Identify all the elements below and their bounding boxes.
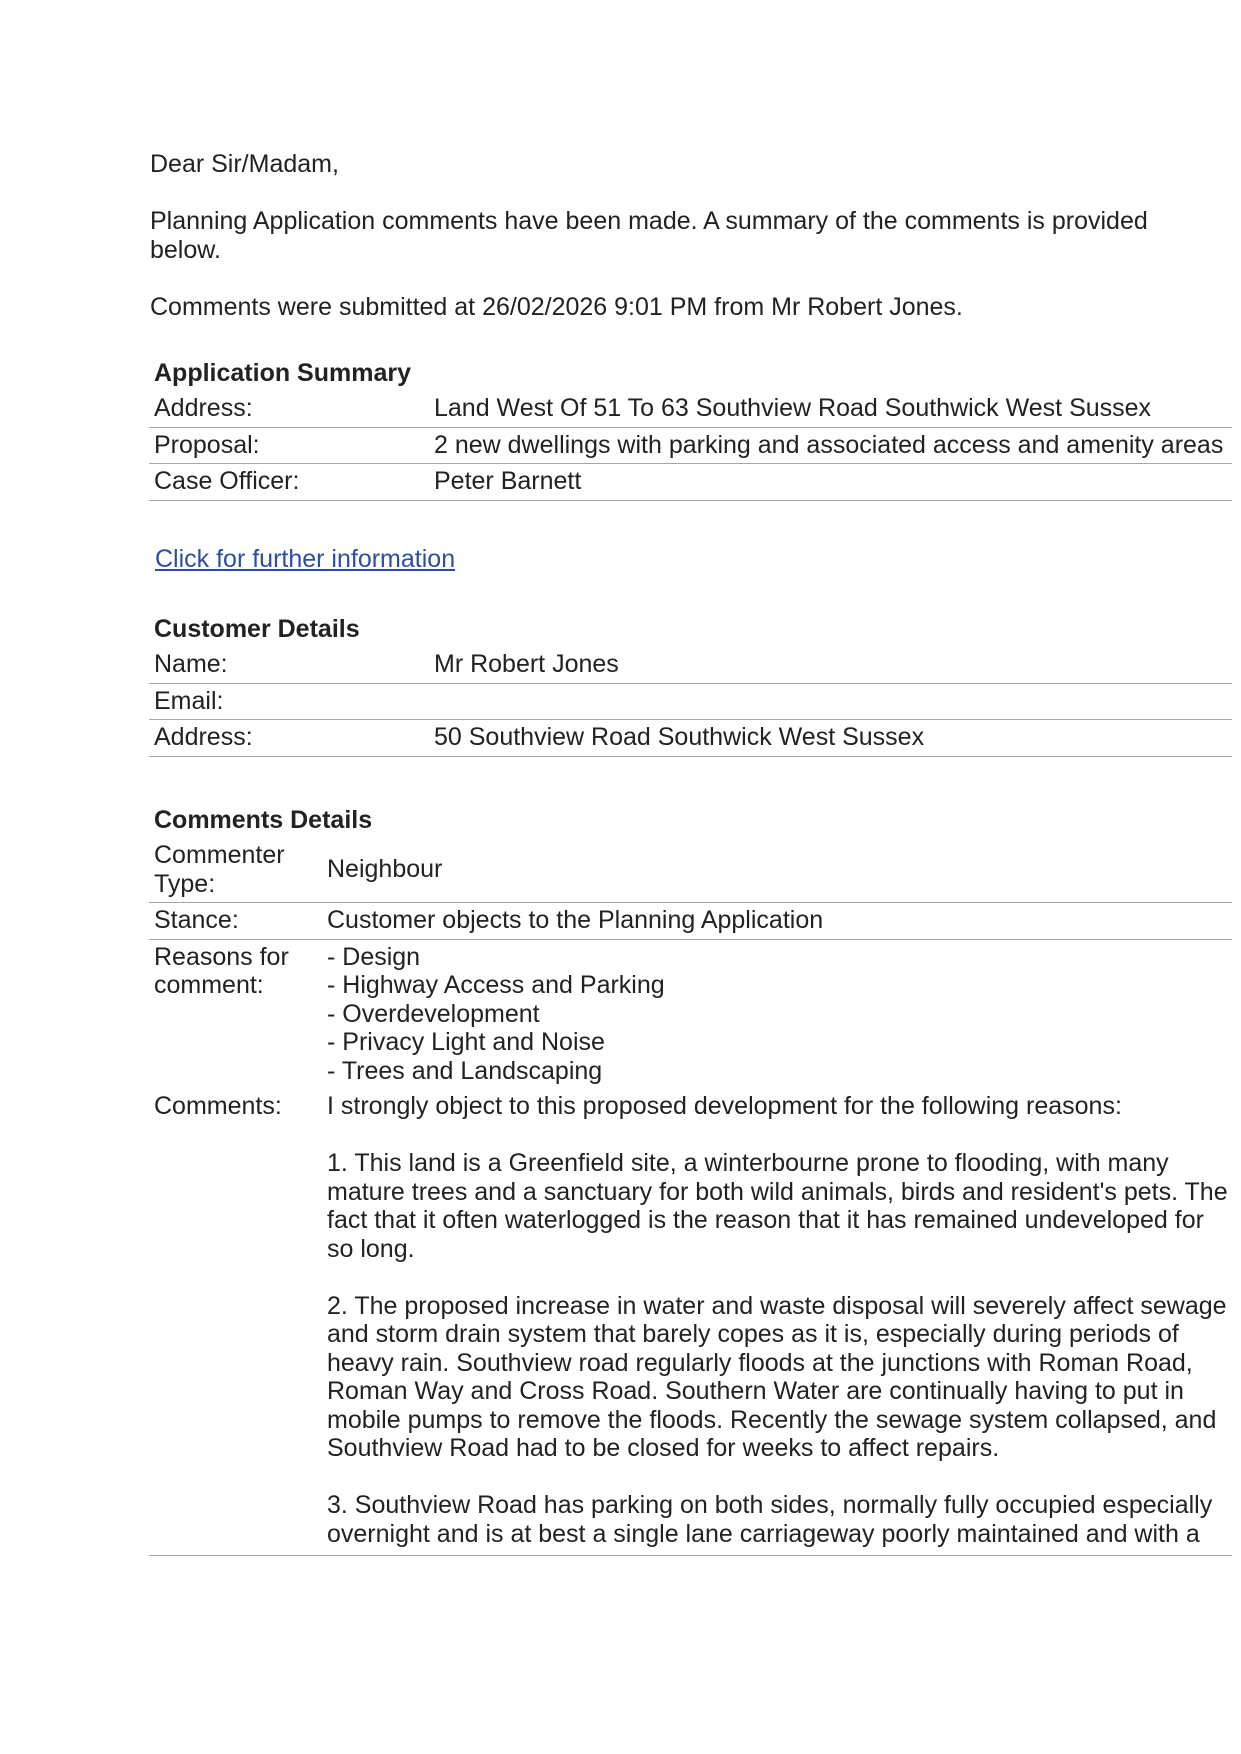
commenter-type-label: Commenter Type: xyxy=(149,838,322,903)
stance-value: Customer objects to the Planning Application xyxy=(322,903,1232,940)
comment-paragraph: 3. Southview Road has parking on both sides, normally fully occupied especially overnight and is at best a single lane carriageway poorly maintained and with a xyxy=(327,1491,1213,1548)
row-label: Case Officer: xyxy=(149,464,429,501)
commenter-type-value: Neighbour xyxy=(322,838,1232,903)
customer-details-table xyxy=(149,647,1232,757)
list-item: - Design xyxy=(327,942,421,971)
table-row xyxy=(149,1089,1232,1556)
comments-details-table xyxy=(149,838,1232,1556)
table-row xyxy=(149,838,1232,903)
further-information-link[interactable]: Click for further information xyxy=(155,545,456,573)
comments-label: Comments: xyxy=(149,1089,322,1556)
table-row xyxy=(149,647,1232,683)
row-value: Mr Robert Jones xyxy=(429,647,1232,683)
intro-text: Planning Application comments have been made. A summary of the comments is provided below. xyxy=(150,207,1148,264)
table-row xyxy=(149,903,1232,940)
list-item: - Trees and Landscaping xyxy=(327,1056,603,1085)
row-value: 50 Southview Road Southwick West Sussex xyxy=(429,720,1232,757)
row-value: Peter Barnett xyxy=(429,464,1232,501)
list-item: - Overdevelopment xyxy=(327,999,540,1028)
list-item: - Highway Access and Parking xyxy=(327,971,665,999)
row-label: Address: xyxy=(149,720,429,757)
section-title: Customer Details xyxy=(154,615,360,643)
row-label: Address: xyxy=(149,391,429,427)
table-row xyxy=(149,464,1232,501)
application-summary-section xyxy=(149,355,1232,501)
row-label: Name: xyxy=(149,647,429,683)
table-row xyxy=(149,427,1232,464)
greeting: Dear Sir/Madam, xyxy=(150,150,339,178)
section-title: Comments Details xyxy=(154,806,373,834)
comments-details-section xyxy=(149,802,1232,1556)
comment-paragraph: 2. The proposed increase in water and waste disposal will severely affect sewage and storm drain system that barely copes as it is, especially during periods of heavy rain. Southview road regularly floods at the junctions with Roman Road, Roman Way and Cross Road. Southern Water are continually having to put in mobile pumps to remove the floods. Recently the sewage system collapsed, and Southview Road had to be closed for weeks to affect repairs. xyxy=(327,1291,1227,1462)
table-row xyxy=(149,939,1232,1089)
row-label: Email: xyxy=(149,683,429,720)
table-row xyxy=(149,720,1232,757)
reasons-list xyxy=(327,943,1232,1086)
comment-paragraph: I strongly object to this proposed development for the following reasons: xyxy=(327,1092,1122,1120)
comments-value xyxy=(322,1089,1232,1556)
submitted-text: Comments were submitted at 26/02/2026 9:01 PM from Mr Robert Jones. xyxy=(150,293,963,321)
list-item: - Privacy Light and Noise xyxy=(327,1028,605,1056)
section-title: Application Summary xyxy=(154,359,411,387)
application-summary-table xyxy=(149,391,1232,501)
comment-paragraph: 1. This land is a Greenfield site, a winterbourne prone to flooding, with many mature trees and a sanctuary for both wild animals, birds and resident's pets. The fact that it often waterlogged is the reason that it has remained undeveloped for so long. xyxy=(327,1149,1228,1263)
row-value: Land West Of 51 To 63 Southview Road Southwick West Sussex xyxy=(429,391,1232,427)
row-value: 2 new dwellings with parking and associated access and amenity areas xyxy=(429,427,1232,464)
table-row xyxy=(149,683,1232,720)
row-value xyxy=(429,683,1232,720)
reasons-value xyxy=(322,939,1232,1089)
reasons-label: Reasons for comment: xyxy=(154,942,289,999)
row-label: Proposal: xyxy=(149,427,429,464)
table-row xyxy=(149,391,1232,427)
customer-details-section xyxy=(149,611,1232,757)
stance-label: Stance: xyxy=(149,903,322,940)
